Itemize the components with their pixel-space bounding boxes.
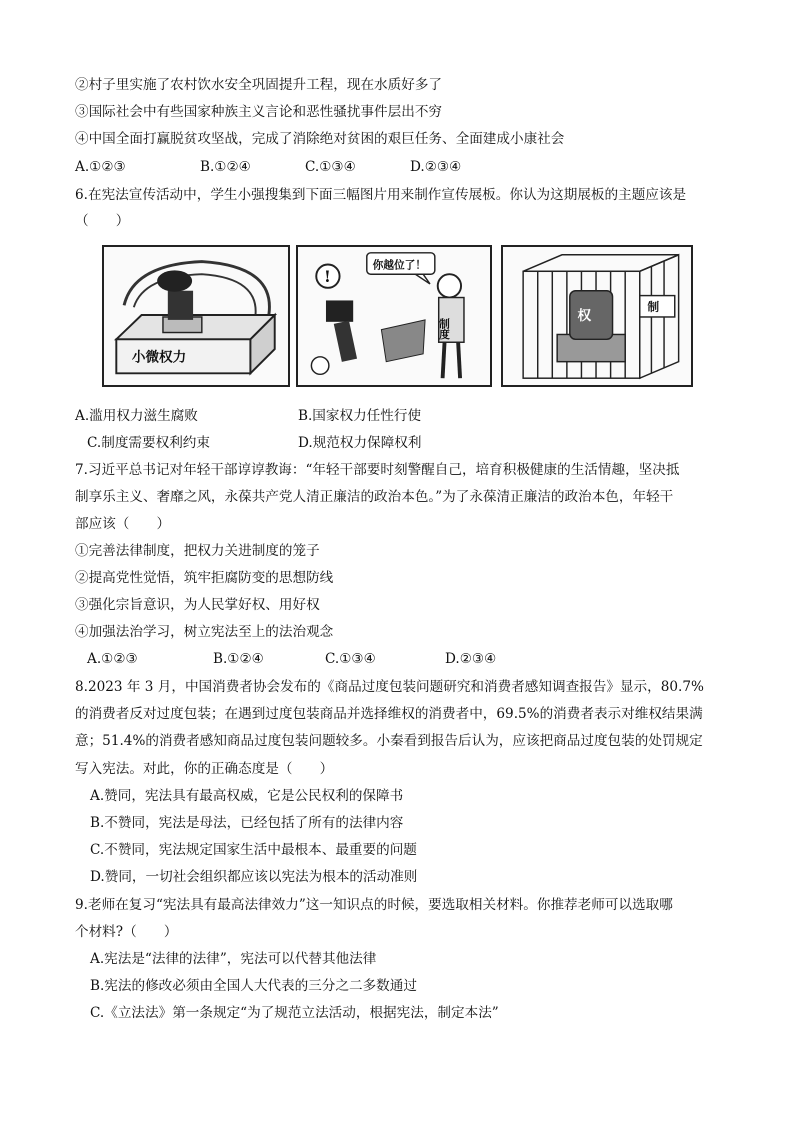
q6-option-c[interactable]: C.制度需要权利约束 <box>87 435 210 451</box>
q8-stem-line-3: 意；51.4%的消费者感知商品过度包装问题较多。小秦看到报告后认为，应该把商品过度包装的处罚规定 <box>75 733 703 749</box>
q5-item-2: ②村子里实施了农村饮水安全巩固提升工程，现在水质好多了 <box>75 77 443 93</box>
q5-option-d[interactable]: D.②③④ <box>410 159 462 175</box>
q8-stem-line-4: 写入宪法。对此，你的正确态度是（ ） <box>75 761 334 777</box>
q7-item-2: ②提高党性觉悟，筑牢拒腐防变的思想防线 <box>75 570 334 586</box>
img3-sign: 制 <box>647 300 660 315</box>
q7-option-a[interactable]: A.①②③ <box>87 651 138 667</box>
q8-option-c[interactable]: C.不赞同，宪法规定国家生活中最根本、最重要的问题 <box>90 842 417 858</box>
q6-stem-line-1: 6.在宪法宣传活动中，学生小强搜集到下面三幅图片用来制作宣传展板。你认为这期展板的主题应该是 <box>75 187 687 203</box>
q6-option-a[interactable]: A.滥用权力滋生腐败 <box>75 408 198 424</box>
q8-stem-line-1: 8.2023 年 3 月，中国消费者协会发布的《商品过度包装问题研究和消费者感知调查报告》显示，80.7% <box>75 679 704 695</box>
q7-stem-line-1: 7.习近平总书记对年轻干部谆谆教诲：“年轻干部要时刻警醒自己，培育积极健康的生活情趣，坚决抵 <box>75 462 680 478</box>
q5-item-3: ③国际社会中有些国家种族主义言论和恶性骚扰事件层出不穷 <box>75 104 443 120</box>
q6-picture-1 <box>102 245 290 387</box>
cage-illustration <box>503 247 691 385</box>
q6-option-d[interactable]: D.规范权力保障权利 <box>298 435 422 451</box>
q6-stem-line-2: （ ） <box>75 213 130 229</box>
referee-illustration <box>298 247 490 385</box>
q9-stem-line-1: 9.老师在复习“宪法具有最高法律效力”这一知识点的时候，要选取相关材料。你推荐老师可以选取哪 <box>75 897 673 913</box>
q7-item-1: ①完善法律制度，把权力关进制度的笼子 <box>75 543 320 559</box>
q6-picture-3 <box>501 245 693 387</box>
q7-stem-line-3: 部应该（ ） <box>75 516 171 532</box>
q7-item-3: ③强化宗旨意识，为人民掌好权、用好权 <box>75 597 320 613</box>
q9-option-a[interactable]: A.宪法是“法律的法律”，宪法可以代替其他法律 <box>90 951 377 967</box>
img2-bubble: 你越位了！ <box>372 258 427 272</box>
q8-option-a[interactable]: A.赞同，宪法具有最高权威，它是公民权利的保障书 <box>90 788 404 804</box>
q6-option-b[interactable]: B.国家权力任性行使 <box>298 408 422 424</box>
q5-option-b[interactable]: B.①②④ <box>200 159 251 175</box>
q5-item-4: ④中国全面打赢脱贫攻坚战，完成了消除绝对贫困的艰巨任务、全面建成小康社会 <box>75 131 565 147</box>
q9-option-c[interactable]: C.《立法法》第一条规定“为了规范立法活动，根据宪法，制定本法” <box>90 1005 499 1021</box>
img2-referee: 制度 <box>438 317 452 340</box>
img3-label: 权 <box>577 307 592 324</box>
q7-option-d[interactable]: D.②③④ <box>445 651 497 667</box>
q8-option-d[interactable]: D.赞同，一切社会组织都应该以宪法为根本的活动准则 <box>90 869 418 885</box>
q6-picture-2 <box>296 245 492 387</box>
q7-option-c[interactable]: C.①③④ <box>325 651 376 667</box>
img1-label: 小微权力 <box>131 349 187 366</box>
q7-stem-line-2: 制享乐主义、奢靡之风，永葆共产党人清正廉洁的政治本色。”为了永葆清正廉洁的政治本色，年轻干 <box>75 489 674 505</box>
stamp-illustration <box>104 247 288 385</box>
q7-item-4: ④加强法治学习，树立宪法至上的法治观念 <box>75 624 334 640</box>
q9-stem-line-2: 个材料?（ ） <box>75 924 178 940</box>
q8-stem-line-2: 的消费者反对过度包装；在遇到过度包装商品并选择维权的消费者中，69.5%的消费者表示对维权结果满 <box>75 706 703 722</box>
q7-option-b[interactable]: B.①②④ <box>213 651 264 667</box>
q8-option-b[interactable]: B.不赞同，宪法是母法，已经包括了所有的法律内容 <box>90 815 404 831</box>
svg-text:!: ! <box>324 266 331 286</box>
q5-option-a[interactable]: A.①②③ <box>75 159 126 175</box>
q9-option-b[interactable]: B.宪法的修改必须由全国人大代表的三分之二多数通过 <box>90 978 417 994</box>
q5-option-c[interactable]: C.①③④ <box>305 159 356 175</box>
